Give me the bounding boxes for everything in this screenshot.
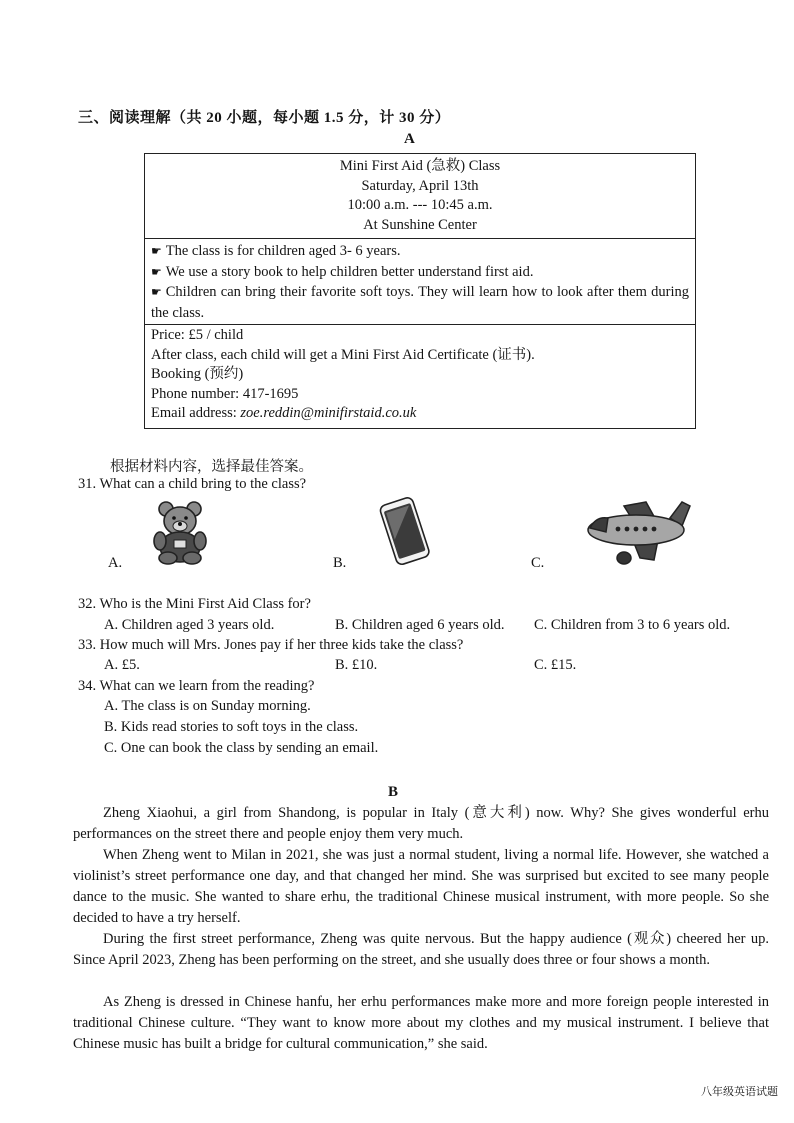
question-32-option-b: B. Children aged 6 years old. (335, 617, 505, 633)
notice-title: Mini First Aid (急救) Class (339, 158, 501, 174)
notice-email: Email address: zoe.reddin@minifirstaid.co.uk (151, 405, 417, 422)
question-34-stem: 34. What can we learn from the reading? (78, 678, 315, 694)
question-31-option-b: B. (333, 555, 347, 571)
question-32-option-c: C. Children from 3 to 6 years old. (534, 617, 731, 633)
toy-airplane-image (584, 498, 696, 570)
bullet-item: ☛ The class is for children aged 3- 6 years. (151, 243, 401, 259)
notice-booking: Booking (预约) (151, 366, 244, 383)
pointing-hand-icon: ☛ (151, 285, 162, 299)
pointing-hand-icon: ☛ (151, 244, 162, 258)
notice-date: Saturday, April 13th (361, 177, 479, 194)
notice-place: At Sunshine Center (363, 216, 477, 233)
notice-phone: Phone number: 417-1695 (151, 385, 299, 402)
mobile-phone-image (373, 496, 437, 568)
instruction: 根据材料内容，选择最佳答案。 (110, 459, 313, 475)
part-b-label: B (388, 784, 399, 800)
question-34-option-b: B. Kids read stories to soft toys in the class. (104, 719, 359, 735)
notice-price: Price: £5 / child (151, 327, 244, 343)
passage-paragraph: During the first street performance, Zheng was quite nervous. But the happy audience (观众) cheered her up. Since April 2023, Zheng has been performing on the street, and she usually does three or four shows a month. (73, 931, 769, 968)
page-footer: 八年级英语试题 (701, 1085, 778, 1098)
question-34-option-a: A. The class is on Sunday morning. (104, 698, 311, 714)
question-34-option-c: C. One can book the class by sending an email. (104, 740, 379, 756)
passage-paragraph: When Zheng went to Milan in 2021, she was just a normal student, living a normal life. However, she watched a violinist’s street performance one day, and that changed her mind. She was surprised but excited to see many people dance to the music. She wanted to share erhu, the traditional Chinese musical instrument, with more people. So she decided to have a try herself. (73, 847, 769, 926)
bullet-item: ☛ Children can bring their favorite soft toys. They will learn how to look after them during the class. (151, 284, 689, 321)
teddy-bear-image (146, 498, 214, 566)
notice-box (144, 153, 696, 429)
pointing-hand-icon: ☛ (151, 264, 162, 279)
passage-paragraph: Zheng Xiaohui, a girl from Shandong, is popular in Italy (意大利) now. Why? She gives wonderful erhu performances on the street there and people enjoy them very much. (73, 805, 769, 842)
part-a-label: A (404, 131, 415, 147)
bullet-item: ☛ We use a story book to help children better understand first aid. (151, 263, 534, 280)
notice-bullets (145, 239, 695, 325)
passage-paragraph: As Zheng is dressed in Chinese hanfu, her erhu performances make more and more foreign people interested in traditional Chinese culture. “They want to know more about my clothes and my musical instrument. I believe that Chinese music has built a bridge for cultural communication,” she said. (73, 994, 769, 1052)
section-title: 三、阅读理解（共 20 小题，每小题 1.5 分，计 30 分） (78, 110, 451, 126)
question-33-option-a: A. £5. (104, 657, 140, 673)
notice-header (145, 154, 695, 239)
question-32-stem: 32. Who is the Mini First Aid Class for? (78, 596, 311, 612)
question-33-option-b: B. £10. (335, 657, 378, 673)
question-31-stem: 31. What can a child bring to the class? (78, 476, 307, 492)
question-31-option-a: A. (108, 555, 123, 571)
notice-info (145, 325, 695, 424)
question-33-option-c: C. £15. (534, 657, 577, 673)
notice-certificate: After class, each child will get a Mini First Aid Certificate (证书). (151, 346, 535, 363)
question-32-option-a: A. Children aged 3 years old. (104, 617, 275, 633)
notice-time: 10:00 a.m. --- 10:45 a.m. (347, 197, 493, 213)
question-31-option-c: C. (531, 555, 545, 571)
question-33-stem: 33. How much will Mrs. Jones pay if her three kids take the class? (78, 637, 464, 653)
